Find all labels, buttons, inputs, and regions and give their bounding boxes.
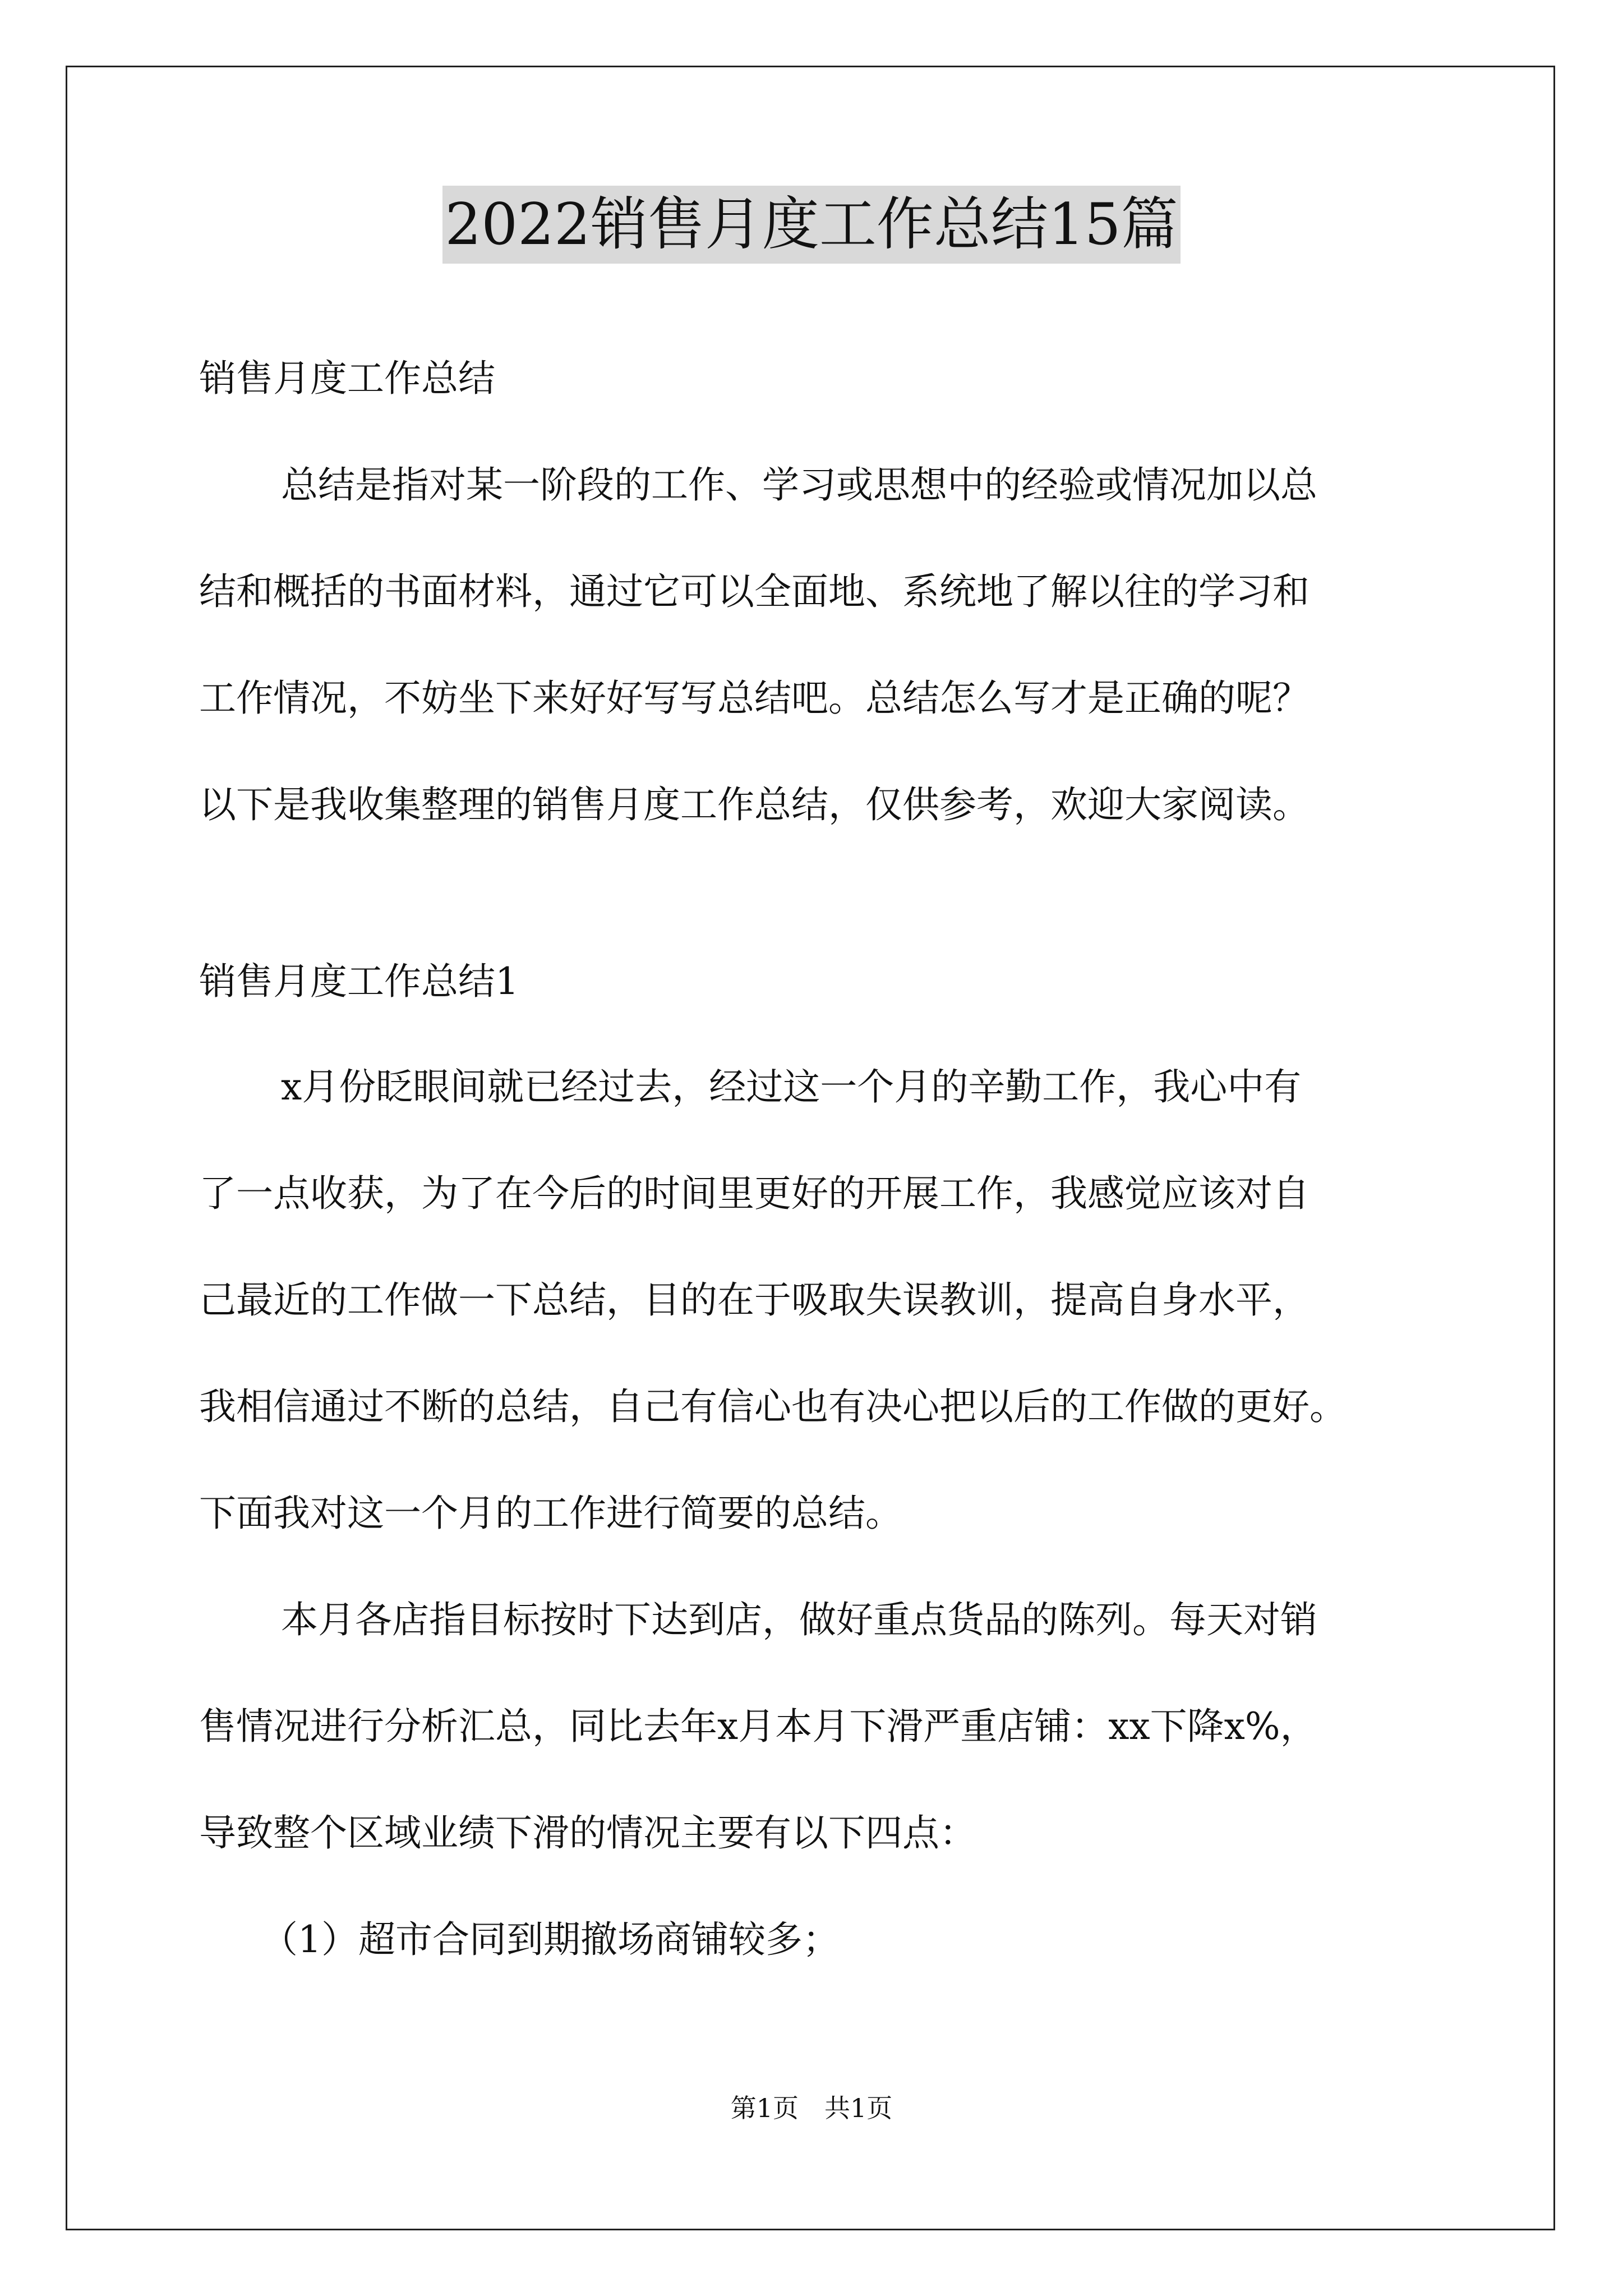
paragraph-line: 我相信通过不断的总结，自己有信心也有决心把以后的工作做的更好。 (199, 1385, 1347, 1428)
intro-line: 结和概括的书面材料，通过它可以全面地、系统地了解以往的学习和 (199, 570, 1310, 613)
paragraph-line: 导致整个区域业绩下滑的情况主要有以下四点： (199, 1811, 976, 1855)
paragraph-line: 己最近的工作做一下总结，目的在于吸取失误教训，提高自身水平， (199, 1278, 1310, 1322)
intro-paragraph (199, 432, 1433, 858)
intro-line: 总结是指对某一阶段的工作、学习或思想中的经验或情况加以总 (281, 463, 1317, 507)
page-number: 第1页 共1页 (730, 2093, 893, 2123)
document-title (0, 191, 1623, 258)
paragraph-1 (199, 1034, 1433, 1567)
paragraph-line: 下面我对这一个月的工作进行简要的总结。 (199, 1492, 902, 1535)
list-item-text: （1）超市合同到期撤场商铺较多； (261, 1918, 840, 1961)
heading-main (199, 325, 1433, 432)
section-heading (199, 928, 1433, 1035)
intro-line: 工作情况，不妨坐下来好好写写总结吧。总结怎么写才是正确的呢？ (199, 677, 1310, 720)
paragraph-line: 本月各店指目标按时下达到店，做好重点货品的陈列。每天对销 (281, 1598, 1317, 1641)
heading-main-text: 销售月度工作总结 (199, 357, 495, 400)
paragraph-line: x月份眨眼间就已经过去，经过这一个月的辛勤工作，我心中有 (281, 1065, 1302, 1108)
paragraph-2 (199, 1567, 1433, 1887)
paragraph-line: 了一点收获，为了在今后的时间里更好的开展工作，我感觉应该对自 (199, 1172, 1310, 1215)
intro-line: 以下是我收集整理的销售月度工作总结，仅供参考，欢迎大家阅读。 (199, 783, 1310, 826)
paragraph-line: 售情况进行分析汇总，同比去年x月本月下滑严重店铺：xx下降x%， (199, 1705, 1317, 1748)
page-footer (0, 2095, 1623, 2121)
list-item-1 (199, 1887, 1433, 1993)
title-text: 2022销售月度工作总结15篇 (442, 186, 1180, 264)
section-heading-text: 销售月度工作总结1 (199, 960, 519, 1003)
